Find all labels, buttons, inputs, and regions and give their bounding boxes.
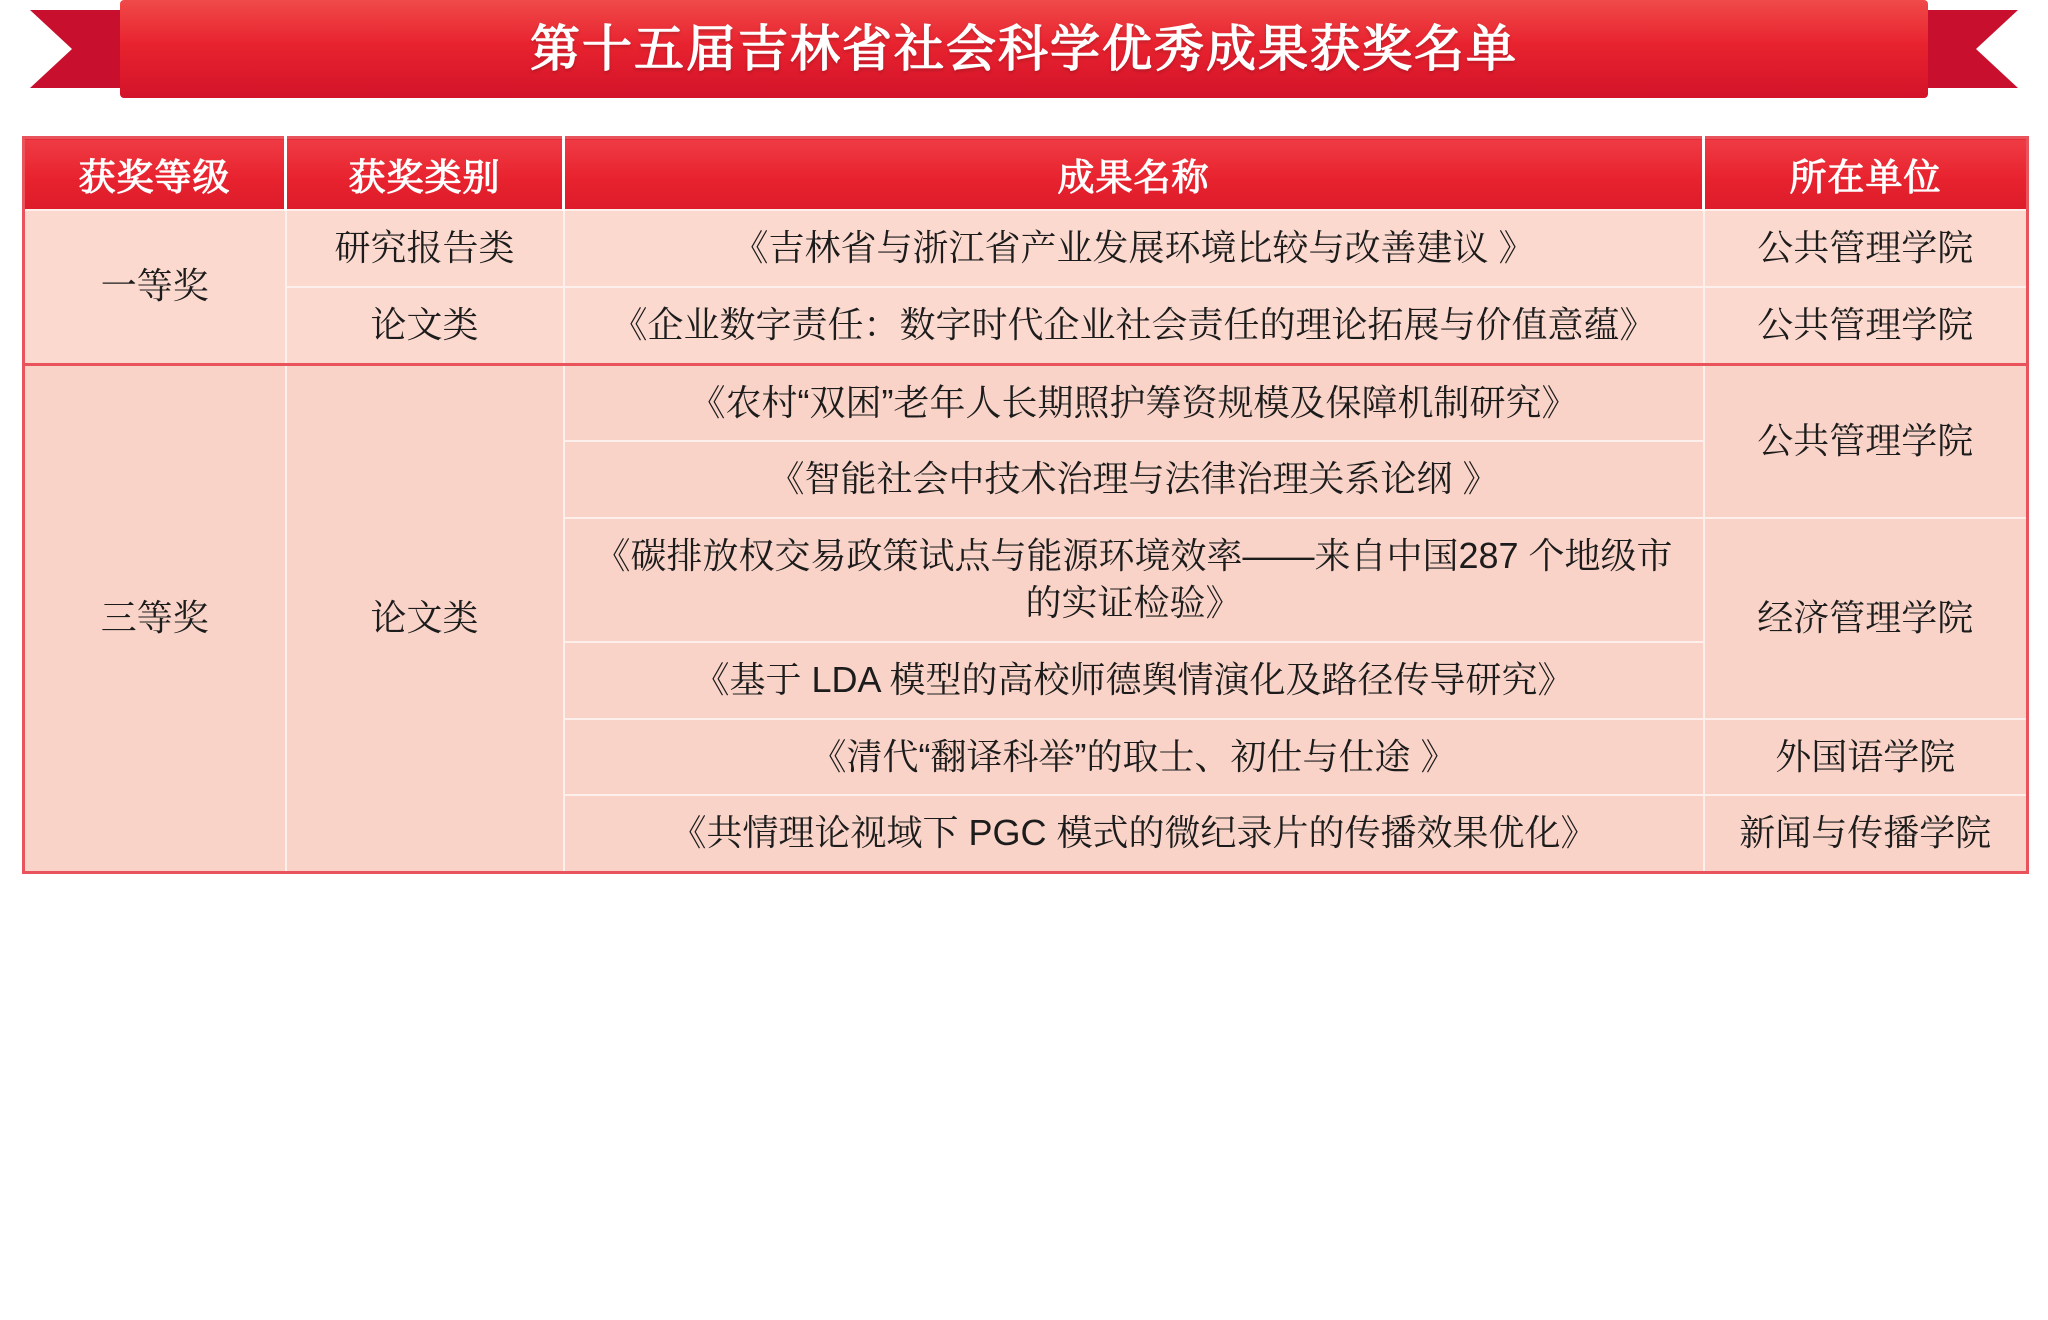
cell-result-title: 《基于 LDA 模型的高校师德舆情演化及路径传导研究》 — [564, 642, 1704, 719]
column-header-level: 获奖等级 — [24, 138, 286, 211]
cell-unit: 经济管理学院 — [1704, 518, 2028, 718]
page-banner — [0, 0, 2048, 120]
cell-award-level: 三等奖 — [24, 364, 286, 873]
table-header — [24, 138, 2028, 211]
cell-result-title: 《碳排放权交易政策试点与能源环境效率——来自中国287 个地级市的实证检验》 — [564, 518, 1704, 642]
cell-result-title: 《智能社会中技术治理与法律治理关系论纲 》 — [564, 441, 1704, 518]
award-table — [22, 136, 2029, 874]
cell-unit: 公共管理学院 — [1704, 210, 2028, 287]
cell-result-title: 《企业数字责任：数字时代企业社会责任的理论拓展与价值意蕴》 — [564, 287, 1704, 364]
column-header-category: 获奖类别 — [286, 138, 564, 211]
cell-award-category: 论文类 — [286, 287, 564, 364]
award-table-container — [0, 120, 2048, 874]
column-header-unit: 所在单位 — [1704, 138, 2028, 211]
cell-result-title: 《农村“双困”老年人长期照护筹资规模及保障机制研究》 — [564, 364, 1704, 441]
page-title: 第十五届吉林省社会科学优秀成果获奖名单 — [530, 21, 1518, 77]
cell-award-level: 一等奖 — [24, 210, 286, 364]
cell-unit: 公共管理学院 — [1704, 364, 2028, 518]
table-row — [24, 287, 2028, 364]
cell-award-category: 论文类 — [286, 364, 564, 873]
banner-main — [120, 0, 1928, 98]
cell-unit: 公共管理学院 — [1704, 287, 2028, 364]
table-header-row — [24, 138, 2028, 211]
table-body — [24, 210, 2028, 873]
cell-result-title: 《吉林省与浙江省产业发展环境比较与改善建议 》 — [564, 210, 1704, 287]
cell-unit: 新闻与传播学院 — [1704, 795, 2028, 872]
cell-result-title: 《清代“翻译科举”的取士、初仕与仕途 》 — [564, 719, 1704, 796]
table-row — [24, 210, 2028, 287]
cell-unit: 外国语学院 — [1704, 719, 2028, 796]
column-header-title: 成果名称 — [564, 138, 1704, 211]
cell-award-category: 研究报告类 — [286, 210, 564, 287]
table-row — [24, 364, 2028, 441]
cell-result-title: 《共情理论视域下 PGC 模式的微纪录片的传播效果优化》 — [564, 795, 1704, 872]
